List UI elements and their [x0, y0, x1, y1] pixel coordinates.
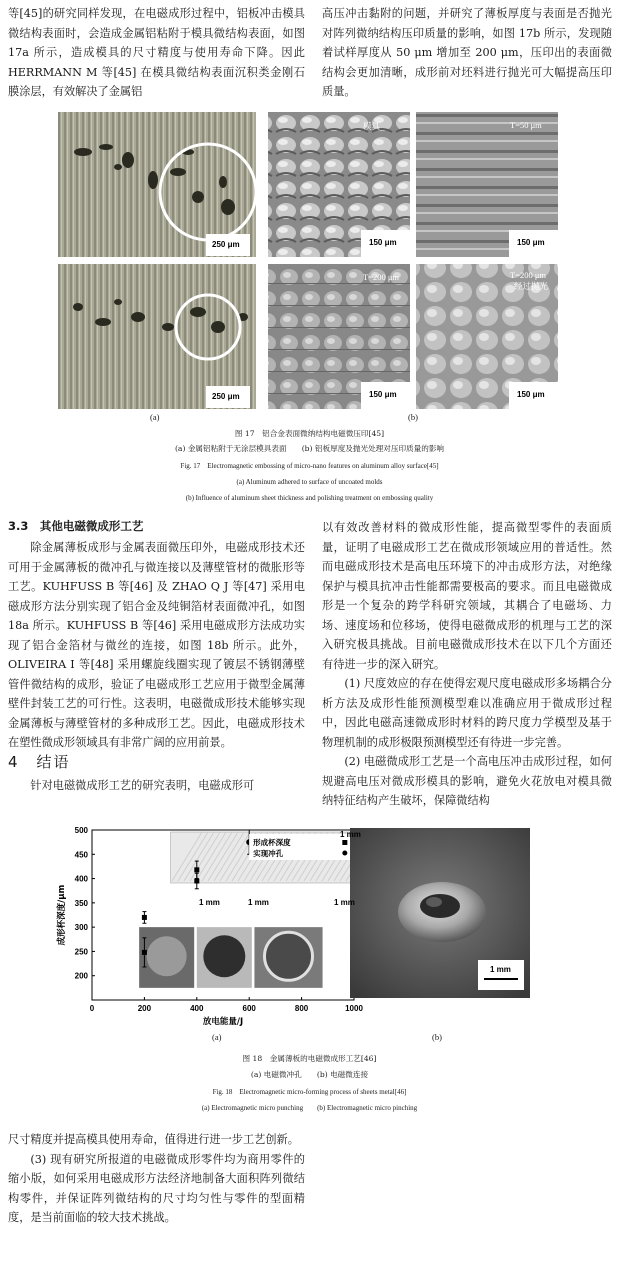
fig17-sub-en-a: (a) Aluminum adhered to surface of uncoated molds [236, 478, 383, 486]
top-left-paragraph: 等[45]的研究同样发现，在电磁成形过程中，铝板冲击模具微结构表面时，会造成金属铝粘附于模具微结构表面，如图 17a 所示，造成模具的尺寸精度与使用寿命下降。因此 HERRMANN M 等[45] 在模具微结构表面沉积类金刚石膜涂层，有效解决了金属铝 [8, 7, 305, 98]
y-tick-label: 450 [74, 850, 88, 860]
fig17-sub-cn: (a) 金属铝粘附于无涂层模具表面 (b) 铝板厚度及抛光处理对压印质量的影响 [174, 444, 445, 453]
scale-label-b3: 150 μm [369, 390, 397, 399]
sem-label-die: 模具 [363, 121, 381, 131]
scale-label-a-bottom: 250 μm [212, 392, 240, 401]
figure-17-images [58, 112, 558, 422]
sem-label-t50: T=50 μm [510, 120, 542, 130]
scale-label-b1: 150 μm [369, 238, 397, 247]
bottom-line-1: 尺寸精度并提高模具使用寿命，值得进行进一步工艺创新。 [8, 1133, 299, 1146]
fig18-chart [52, 822, 372, 1032]
data-point-cup-depth [142, 915, 147, 920]
y-tick-label: 500 [74, 826, 88, 835]
fig18-panel-b-label: (b) [432, 1032, 442, 1042]
x-tick-label: 600 [242, 1004, 256, 1013]
fig17-sub-en-b: (b) Influence of aluminum sheet thickness and polishing treatment on embossing quality [185, 494, 434, 502]
fig18-panel-a-label: (a) [212, 1032, 222, 1042]
section-4-intro: 针对电磁微成形工艺的研究表明，电磁成形可 [30, 779, 255, 792]
legend-label: 实现冲孔 [253, 849, 284, 858]
sem-label-t200-polished: T=200 μm [510, 270, 547, 280]
fig17-caption-cn: 图 17 铝合金表面微纳结构电磁微压印[45] [234, 429, 385, 438]
sem-label-t200: T=200 μm [363, 272, 400, 282]
y-tick-label: 300 [74, 923, 88, 933]
inset-photo-2-hole [203, 935, 245, 977]
inset-photo-3-hole [265, 932, 313, 980]
right-para-3: (2) 电磁微成形工艺是一个高电压冲击成形过程，如何规避高电压对微成形模具的影响，避免火花放电对模具微纳特征结构产生破坏，保障微结构 [322, 755, 612, 807]
y-tick-label: 250 [74, 947, 88, 957]
fig18-inset-scale-4: 1 mm [340, 830, 361, 839]
sem-label-polished: 经过抛光 [514, 281, 549, 291]
x-axis-label: 放电能量/J [202, 1017, 244, 1027]
x-tick-label: 400 [190, 1004, 204, 1013]
fig18-inset-scale-3: 1 mm [334, 898, 355, 907]
bottom-para-3: (3) 现有研究所报道的电磁微成形零件均为商用零件的缩小版，如何采用电磁成形方法经济地制备大面积阵列微结构零件，并保证阵列微结构的尺寸均匀性与零件的型面精度，是当前面临的较大技术挑战。 [8, 1152, 305, 1224]
fig18-sub-en: (a) Electromagnetic micro punching (b) Electromagnetic micro pinching [201, 1104, 418, 1112]
x-tick-label: 1000 [345, 1004, 363, 1013]
top-right-paragraph: 高压冲击黏附的问题，并研究了薄板厚度与表面是否抛光对阵列微纳结构压印质量的影响，如图 17b 所示，发现随着试样厚度从 50 μm 增加至 200 μm，压印出的表面微结构会更加清晰，成形前对坯料进行抛光可大幅提高压印质量。 [322, 7, 612, 98]
data-point-cup-depth [194, 879, 199, 884]
inset-photo-1-dimple [147, 936, 187, 976]
legend-marker-punching [342, 851, 347, 856]
legend-marker-cup-depth [342, 840, 347, 845]
scale-label-b2: 150 μm [517, 238, 545, 247]
fig18-caption-en: Fig. 18 Electromagnetic micro-forming process of sheets metal[46] [212, 1088, 407, 1096]
legend-label: 形成杯深度 [253, 838, 291, 847]
section-3-3-heading: 3.3 其他电磁微成形工艺 [8, 519, 144, 533]
y-tick-label: 400 [74, 874, 88, 884]
x-tick-label: 200 [137, 1004, 152, 1013]
fig18-inset-scale-1: 1 mm [199, 898, 220, 907]
fig17-caption-en: Fig. 17 Electromagnetic embossing of micro-nano features on aluminum alloy surface[45] [180, 462, 439, 470]
fig17-panel-b-label: (b) [408, 412, 418, 422]
right-para-1: 以有效改善材料的微成形性能，提高微型零件的表面质量，证明了电磁成形工艺在微成形领域应用的普适性。然而电磁成形技术是高电压环境下的冲击成形方法，对绝缘保护与模具抗冲击性能都需要极高的要求。而且电磁微成形是一个复杂的跨学科研究领域，其耦合了电磁场、力场、速度场和位移场，使得电磁微成形的机理与工艺的深入研究极具挑战。目前电磁微成形技术在以下几个方面还有待进一步的深入研究。 [322, 521, 612, 671]
figure-17 [58, 112, 558, 422]
figure-18 [52, 822, 572, 1042]
right-column-text [322, 518, 612, 811]
data-point-cup-depth [142, 950, 147, 955]
fig18-inset-scale-2: 1 mm [248, 898, 269, 907]
section-3-3-text: 除金属薄板成形与金属表面微压印外，电磁成形技术还可用于金属薄板的微冲孔与微连接以及薄壁管材的微胀形等工艺。KUHFUSS B 等[46] 及 ZHAO Q J 等[47] 采用电磁成形方法分别实现了铝合金及纯铜箔材表面微冲孔，如图 18a 所示。KUHFUSS B 等[46] 采用电磁成形方法成功实现了铝合金箔材与微丝的连接，如图 18b 所示。此外，OLIVEIRA I 等[48] 采用螺旋线圈实现了镀层不锈钢薄壁管件微结构的成形，验证了电磁成形工艺应用于微型金属薄壁件封装工艺的可行性。这表明，电磁微成形技术能够实现金属薄板与薄壁管材的多种成形工艺。因此，电磁成形技术在塑性微成形领域具有非常广阔的应用前景。 [8, 541, 305, 749]
fig18-sub-cn: (a) 电磁微冲孔 (b) 电磁微连接 [250, 1070, 369, 1079]
scale-label-b4: 150 μm [517, 390, 545, 399]
y-axis-label: 成形杯深度/μm [57, 884, 67, 946]
section-4-heading: 4 结语 [8, 753, 71, 771]
fig18-photo-b-scale: 1 mm [490, 965, 511, 974]
fig17-panel-a-label: (a) [150, 412, 160, 422]
scale-label-a-top: 250 μm [212, 240, 240, 249]
x-tick-label: 0 [89, 1004, 95, 1013]
right-para-2: (1) 尺度效应的存在使得宏观尺度电磁成形多场耦合分析方法及成形性能预测模型难以准确应用于微成形过程中，因此电磁高速微成形时材料的跨尺度力学模型及基于物理机制的成形极限预测模型还有待进一步完善。 [322, 677, 612, 749]
x-tick-label: 800 [294, 1004, 309, 1013]
fig18-caption-cn: 图 18 金属薄板的电磁微成形工艺[46] [242, 1054, 377, 1063]
data-point-cup-depth [194, 867, 199, 872]
y-tick-label: 200 [74, 971, 88, 981]
y-tick-label: 350 [74, 898, 88, 908]
bottom-left-text [8, 1130, 305, 1228]
